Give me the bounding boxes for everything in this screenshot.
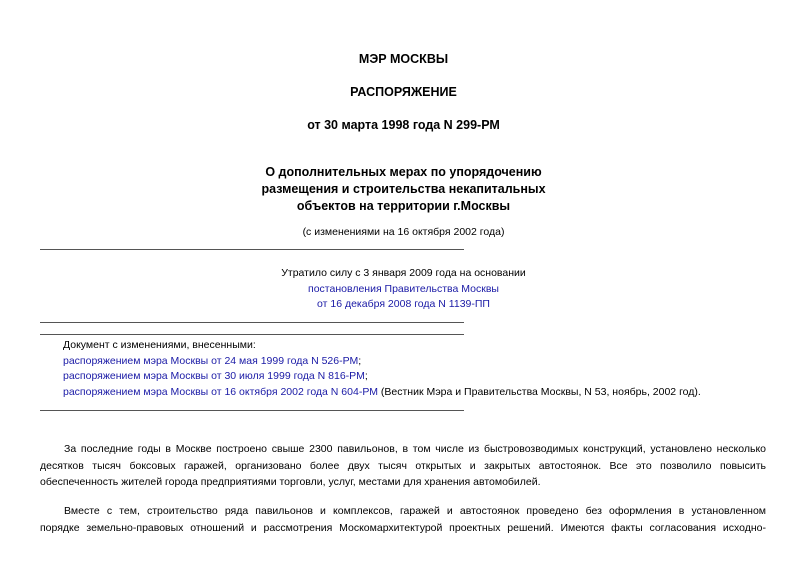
change-suffix: (Вестник Мэра и Правительства Москвы, N 53, ноябрь, 2002 год). [377, 386, 701, 398]
change-suffix: ; [358, 355, 362, 367]
document-date-number: от 30 марта 1998 года N 299-РМ [307, 118, 500, 132]
divider [40, 249, 464, 250]
paragraph-line: За последние годы в Москве построено свыше 2300 павильонов, в том числе из быстровозводимых конструкций, установлено несколько [64, 443, 766, 455]
change-item [63, 370, 368, 382]
document-type-heading: РАСПОРЯЖЕНИЕ [350, 85, 457, 99]
change-link[interactable]: распоряжением мэра Москвы от 30 июля 1999 года N 816-РМ [63, 370, 365, 382]
paragraph-2 [40, 503, 766, 536]
expiry-text: Утратило силу с 3 января 2009 года на основании [281, 267, 526, 279]
paragraph-line: Вместе с тем, строительство ряда павильонов и комплексов, гаражей и автостоянок проведено без оформления в установленном [64, 505, 766, 517]
change-suffix: ; [364, 370, 368, 382]
paragraph-line: десятков тысяч боксовых гаражей, организовано более двух тысяч открытых и закрытых автостоянок. Все это позволило повысить [40, 459, 766, 472]
changes-heading: Документ с изменениями, внесенными: [63, 339, 256, 351]
title-line: О дополнительных мерах по упорядочению [265, 165, 542, 179]
document-title [0, 164, 807, 215]
title-line: объектов на территории г.Москвы [296, 199, 511, 213]
amendment-note: (с изменениями на 16 октября 2002 года) [302, 226, 505, 238]
title-line: размещения и строительства некапитальных [261, 182, 546, 196]
expiry-link-line2[interactable]: от 16 декабря 2008 года N 1139-ПП [317, 298, 490, 310]
change-link[interactable]: распоряжением мэра Москвы от 24 мая 1999 года N 526-РМ [63, 355, 359, 367]
divider [40, 334, 464, 335]
divider [40, 410, 464, 411]
paragraph-line: обеспеченность жителей города предприятиями торговли, услуг, местами для хранения автомобилей. [40, 476, 541, 489]
paragraph-1 [40, 441, 766, 491]
change-item [63, 386, 701, 398]
expiry-link-line1[interactable]: постановления Правительства Москвы [308, 283, 499, 295]
change-item [63, 355, 361, 367]
divider [40, 322, 464, 323]
paragraph-line: порядке земельно-правовых отношений и рассмотрения Москомархитектурой проектных решений. Имеются факты согласования исходно- [40, 521, 766, 534]
change-link[interactable]: распоряжением мэра Москвы от 16 октября 2002 года N 604-РМ [63, 386, 378, 398]
issuer-heading: МЭР МОСКВЫ [358, 52, 449, 66]
